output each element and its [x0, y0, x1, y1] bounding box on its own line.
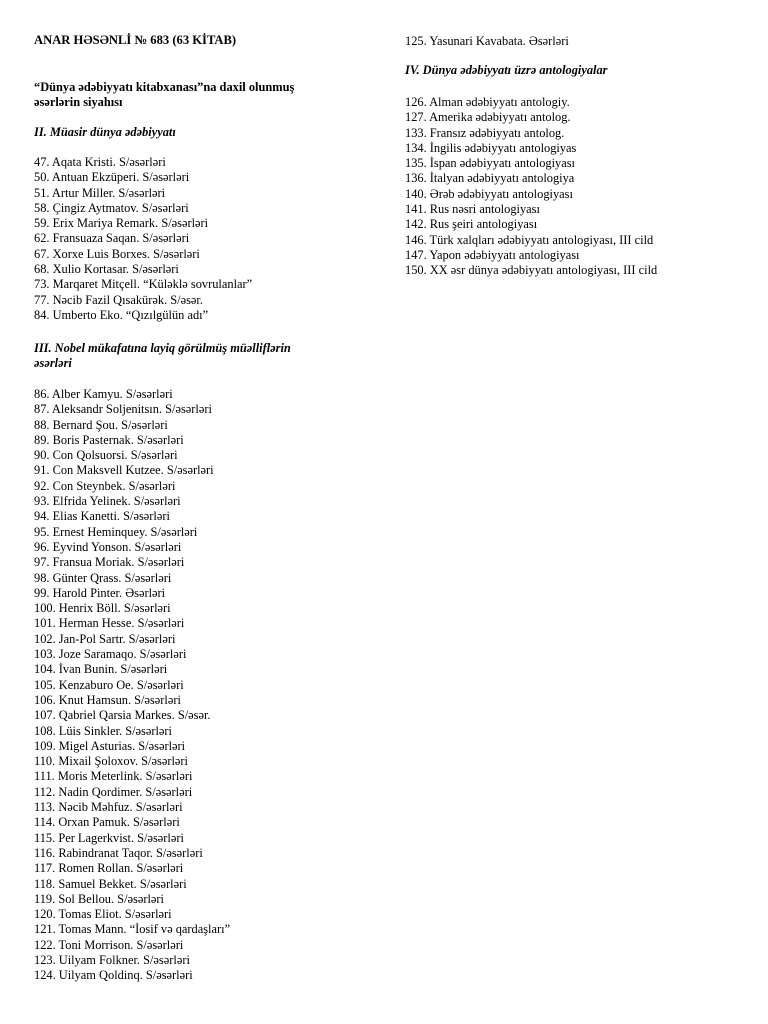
list-item: 140. Ərəb ədəbiyyatı antologiyası	[405, 186, 573, 201]
list-item: 68. Xulio Kortasar. S/əsərləri	[34, 262, 179, 277]
section-3-list	[34, 387, 230, 984]
list-item: 103. Joze Saramaqo. S/əsərləri	[34, 647, 187, 662]
list-item: 142. Rus şeiri antologiyası	[405, 217, 538, 232]
section-3-heading-line-1: III. Nobel mükafatına layiq görülmüş müəlliflərin	[34, 341, 291, 355]
list-item: 118. Samuel Bekket. S/əsərləri	[34, 876, 187, 891]
list-item: 89. Boris Pasternak. S/əsərləri	[34, 432, 184, 447]
list-item: 114. Orxan Pamuk. S/əsərləri	[34, 815, 180, 830]
section-2-list	[34, 155, 252, 323]
list-item: 101. Herman Hesse. S/əsərləri	[34, 616, 185, 631]
list-item: 102. Jan-Pol Sartr. S/əsərləri	[34, 631, 176, 646]
list-item: 127. Amerika ədəbiyyatı antolog.	[405, 110, 571, 125]
list-item: 147. Yapon ədəbiyyatı antologiyası	[405, 247, 580, 262]
section-4-heading	[405, 63, 608, 78]
list-item: 90. Con Qolsuorsi. S/əsərləri	[34, 448, 178, 463]
list-item: 99. Harold Pinter. Əsərləri	[34, 585, 166, 600]
list-item: 58. Çingiz Aytmatov. S/əsərləri	[34, 200, 189, 215]
section-4-heading-text: IV. Dünya ədəbiyyatı üzrə antologiyalar	[405, 63, 608, 77]
list-item: 87. Aleksandr Soljenitsın. S/əsərləri	[34, 402, 212, 417]
list-item: 135. İspan ədəbiyyatı antologiyası	[405, 156, 575, 171]
list-item: 50. Antuan Ekzüperi. S/əsərləri	[34, 170, 190, 185]
list-item: 134. İngilis ədəbiyyatı antologiyas	[405, 140, 577, 155]
section-3-heading	[34, 341, 291, 371]
section-2-heading-text: II. Müasir dünya ədəbiyyatı	[34, 125, 176, 139]
list-item: 113. Nəcib Məhfuz. S/əsərləri	[34, 800, 183, 815]
section-2-heading	[34, 125, 176, 140]
list-item: 97. Fransua Moriak. S/əsərləri	[34, 555, 185, 570]
list-item: 126. Alman ədəbiyyatı antologiy.	[405, 95, 570, 109]
list-item: 91. Con Maksvell Kutzee. S/əsərləri	[34, 463, 214, 478]
list-item: 117. Romen Rollan. S/əsərləri	[34, 861, 184, 876]
list-item: 111. Moris Meterlink. S/əsərləri	[34, 769, 193, 784]
list-item: 77. Nəcib Fazil Qısakürək. S/əsər.	[34, 292, 203, 307]
list-item: 88. Bernard Şou. S/əsərləri	[34, 417, 168, 432]
subtitle-line-1: “Dünya ədəbiyyatı kitabxanası”na daxil olunmuş	[34, 80, 295, 94]
list-item: 96. Eyvind Yonson. S/əsərləri	[34, 539, 182, 554]
list-item: 98. Günter Qrass. S/əsərləri	[34, 570, 172, 585]
list-item: 104. İvan Bunin. S/əsərləri	[34, 662, 168, 677]
list-item: 146. Türk xalqları ədəbiyyatı antologiyası, III cild	[405, 232, 654, 247]
list-item: 120. Tomas Eliot. S/əsərləri	[34, 907, 172, 922]
list-item: 108. Lüis Sinkler. S/əsərləri	[34, 723, 173, 738]
list-item: 107. Qabriel Qarsia Markes. S/əsər.	[34, 708, 211, 723]
list-item: 112. Nadin Qordimer. S/əsərləri	[34, 784, 193, 799]
list-item: 106. Knut Hamsun. S/əsərləri	[34, 692, 181, 707]
section-4-list	[405, 95, 657, 279]
list-item: 123. Uilyam Folkner. S/əsərləri	[34, 952, 190, 967]
list-item: 136. İtalyan ədəbiyyatı antologiya	[405, 171, 575, 186]
list-item: 122. Toni Morrison. S/əsərləri	[34, 937, 184, 952]
subtitle-line-2: əsərlərin siyahısı	[34, 95, 123, 110]
list-item: 93. Elfrida Yelinek. S/əsərləri	[34, 494, 181, 509]
list-item: 133. Fransız ədəbiyyatı antolog.	[405, 125, 565, 140]
list-item: 100. Henrix Böll. S/əsərləri	[34, 601, 171, 616]
list-item: 95. Ernest Heminquey. S/əsərləri	[34, 524, 198, 539]
list-item: 125. Yasunari Kavabata. Əsərləri	[405, 34, 569, 48]
list-item: 67. Xorxe Luis Borxes. S/əsərləri	[34, 246, 200, 261]
section-3-heading-line-2: əsərləri	[34, 356, 72, 371]
list-item: 109. Migel Asturias. S/əsərləri	[34, 738, 186, 753]
list-item: 124. Uilyam Qoldinq. S/əsərləri	[34, 968, 193, 983]
list-item: 51. Artur Miller. S/əsərləri	[34, 185, 166, 200]
list-item: 94. Elias Kanetti. S/əsərləri	[34, 509, 170, 524]
list-item: 86. Alber Kamyu. S/əsərləri	[34, 387, 173, 401]
list-item: 116. Rabindranat Taqor. S/əsərləri	[34, 845, 203, 860]
list-item: 62. Fransuaza Saqan. S/əsərləri	[34, 231, 190, 246]
list-item: 121. Tomas Mann. “İosif və qardaşları”	[34, 922, 231, 937]
list-item: 141. Rus nəsri antologiyası	[405, 202, 540, 217]
document-title: ANAR HƏSƏNLİ № 683 (63 KİTAB)	[34, 33, 237, 47]
list-item: 84. Umberto Eko. “Qızılgülün adı”	[34, 307, 209, 322]
right-top-item	[405, 34, 569, 49]
list-subtitle	[34, 80, 294, 110]
list-item: 47. Aqata Kristi. S/əsərləri	[34, 155, 166, 169]
list-item: 119. Sol Bellou. S/əsərləri	[34, 891, 164, 906]
list-item: 115. Per Lagerkvist. S/əsərləri	[34, 830, 184, 845]
list-item: 110. Mixail Şoloxov. S/əsərləri	[34, 754, 188, 769]
list-item: 150. XX əsr dünya ədəbiyyatı antologiyası, III cild	[405, 263, 658, 278]
list-item: 73. Marqaret Mitçell. “Küləklə sovrulanlar”	[34, 277, 253, 292]
list-item: 92. Con Steynbek. S/əsərləri	[34, 478, 176, 493]
list-item: 105. Kenzaburo Oe. S/əsərləri	[34, 677, 184, 692]
list-item: 59. Erix Mariya Remark. S/əsərləri	[34, 216, 209, 231]
